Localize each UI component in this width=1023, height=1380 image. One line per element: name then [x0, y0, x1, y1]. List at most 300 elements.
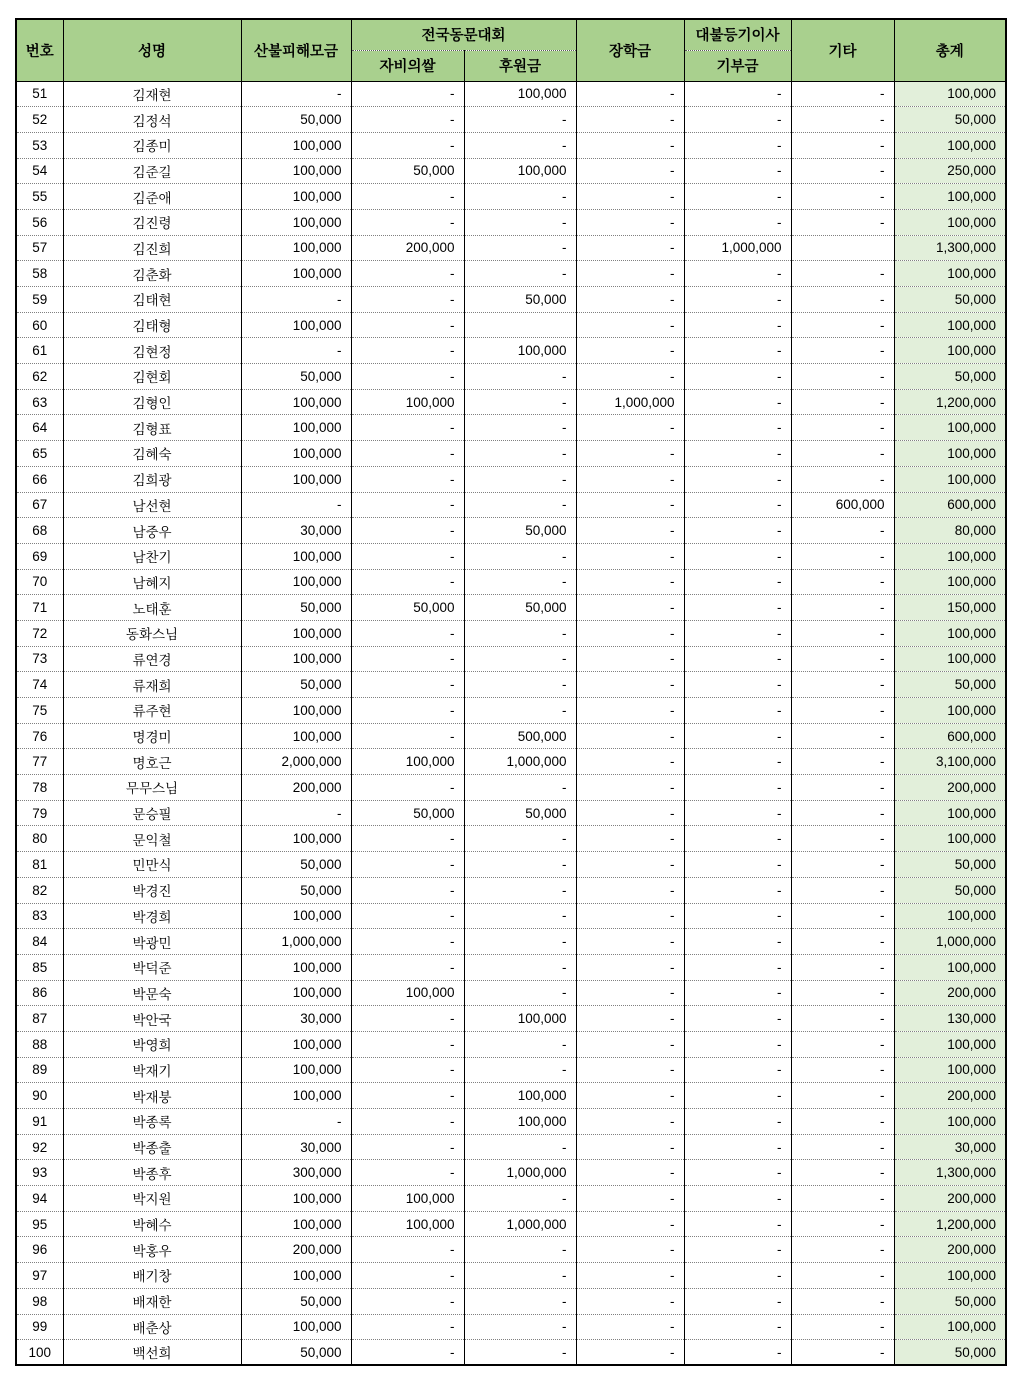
header-national-alumni: 전국동문대회	[351, 19, 576, 50]
cell-support-fund: -	[464, 775, 576, 801]
cell-no: 92	[16, 1134, 63, 1160]
cell-support-fund: 100,000	[464, 81, 576, 107]
cell-rice-of-mercy: -	[351, 81, 464, 107]
cell-total: 100,000	[894, 543, 1006, 569]
cell-donation: -	[684, 415, 791, 441]
table-row	[16, 158, 1006, 184]
cell-no: 57	[16, 235, 63, 261]
cell-name: 남혜지	[63, 569, 241, 595]
cell-name: 박안국	[63, 1006, 241, 1032]
cell-support-fund: -	[464, 364, 576, 390]
cell-etc: -	[791, 723, 894, 749]
cell-scholarship: -	[576, 620, 684, 646]
table-row	[16, 1031, 1006, 1057]
cell-name: 박문숙	[63, 980, 241, 1006]
cell-name: 박종후	[63, 1160, 241, 1186]
cell-etc: -	[791, 672, 894, 698]
cell-fire-fund: 100,000	[241, 132, 351, 158]
cell-total: 50,000	[894, 1288, 1006, 1314]
cell-etc: -	[791, 954, 894, 980]
cell-total: 200,000	[894, 1237, 1006, 1263]
header-scholarship: 장학금	[576, 19, 684, 81]
cell-scholarship: -	[576, 929, 684, 955]
cell-no: 95	[16, 1211, 63, 1237]
cell-support-fund: 50,000	[464, 518, 576, 544]
cell-donation: -	[684, 929, 791, 955]
cell-rice-of-mercy: -	[351, 518, 464, 544]
cell-no: 58	[16, 261, 63, 287]
cell-scholarship: -	[576, 261, 684, 287]
table-row	[16, 1186, 1006, 1212]
cell-scholarship: -	[576, 1057, 684, 1083]
cell-support-fund: 1,000,000	[464, 1211, 576, 1237]
cell-fire-fund: 100,000	[241, 1263, 351, 1289]
cell-etc: -	[791, 415, 894, 441]
cell-scholarship: -	[576, 1109, 684, 1135]
cell-name: 박홍우	[63, 1237, 241, 1263]
cell-support-fund: -	[464, 569, 576, 595]
cell-donation: -	[684, 518, 791, 544]
cell-etc: -	[791, 1109, 894, 1135]
cell-donation: -	[684, 107, 791, 133]
cell-name: 김혜숙	[63, 441, 241, 467]
cell-donation: -	[684, 1237, 791, 1263]
cell-rice-of-mercy: 100,000	[351, 980, 464, 1006]
cell-donation: -	[684, 1134, 791, 1160]
cell-total: 100,000	[894, 1057, 1006, 1083]
header-name: 성명	[63, 19, 241, 81]
cell-rice-of-mercy: -	[351, 107, 464, 133]
cell-rice-of-mercy: -	[351, 364, 464, 390]
table-row	[16, 389, 1006, 415]
table-row	[16, 518, 1006, 544]
cell-no: 73	[16, 646, 63, 672]
cell-no: 68	[16, 518, 63, 544]
cell-support-fund: 1,000,000	[464, 749, 576, 775]
cell-rice-of-mercy: -	[351, 1288, 464, 1314]
cell-no: 74	[16, 672, 63, 698]
cell-support-fund: -	[464, 672, 576, 698]
cell-no: 52	[16, 107, 63, 133]
cell-rice-of-mercy: -	[351, 698, 464, 724]
cell-etc: -	[791, 1314, 894, 1340]
cell-etc: -	[791, 287, 894, 313]
donation-table	[15, 18, 1007, 1366]
table-row	[16, 877, 1006, 903]
cell-scholarship: -	[576, 81, 684, 107]
cell-total: 100,000	[894, 81, 1006, 107]
cell-donation: -	[684, 800, 791, 826]
cell-total: 50,000	[894, 852, 1006, 878]
cell-etc	[791, 235, 894, 261]
cell-donation: -	[684, 620, 791, 646]
table-row	[16, 980, 1006, 1006]
cell-support-fund: 100,000	[464, 338, 576, 364]
table-row	[16, 466, 1006, 492]
cell-no: 100	[16, 1340, 63, 1366]
table-row	[16, 775, 1006, 801]
cell-etc: -	[791, 158, 894, 184]
cell-fire-fund: 100,000	[241, 261, 351, 287]
cell-rice-of-mercy: 100,000	[351, 389, 464, 415]
cell-total: 1,300,000	[894, 235, 1006, 261]
cell-etc: -	[791, 1031, 894, 1057]
header-no: 번호	[16, 19, 63, 81]
cell-total: 50,000	[894, 287, 1006, 313]
table-row	[16, 749, 1006, 775]
cell-total: 200,000	[894, 775, 1006, 801]
cell-support-fund: -	[464, 466, 576, 492]
cell-scholarship: -	[576, 107, 684, 133]
cell-scholarship: -	[576, 1340, 684, 1366]
cell-donation: -	[684, 287, 791, 313]
cell-name: 김형인	[63, 389, 241, 415]
cell-no: 55	[16, 184, 63, 210]
cell-no: 80	[16, 826, 63, 852]
cell-rice-of-mercy: -	[351, 723, 464, 749]
cell-etc: -	[791, 698, 894, 724]
cell-name: 김춘화	[63, 261, 241, 287]
cell-fire-fund: 1,000,000	[241, 929, 351, 955]
cell-etc: -	[791, 646, 894, 672]
cell-donation: -	[684, 980, 791, 1006]
header-rice-of-mercy: 자비의쌀	[351, 50, 464, 81]
cell-rice-of-mercy: -	[351, 1057, 464, 1083]
cell-no: 75	[16, 698, 63, 724]
cell-fire-fund: 100,000	[241, 415, 351, 441]
cell-rice-of-mercy: -	[351, 466, 464, 492]
cell-fire-fund: 50,000	[241, 364, 351, 390]
cell-total: 100,000	[894, 800, 1006, 826]
cell-total: 130,000	[894, 1006, 1006, 1032]
cell-fire-fund: 200,000	[241, 775, 351, 801]
cell-donation: -	[684, 1186, 791, 1212]
cell-support-fund: -	[464, 620, 576, 646]
cell-fire-fund: 100,000	[241, 980, 351, 1006]
cell-scholarship: -	[576, 235, 684, 261]
cell-rice-of-mercy: 50,000	[351, 595, 464, 621]
cell-donation: -	[684, 184, 791, 210]
cell-donation: -	[684, 1160, 791, 1186]
cell-fire-fund: 100,000	[241, 903, 351, 929]
cell-donation: -	[684, 466, 791, 492]
cell-fire-fund: 100,000	[241, 954, 351, 980]
cell-support-fund: 100,000	[464, 158, 576, 184]
cell-donation: -	[684, 595, 791, 621]
cell-donation: -	[684, 646, 791, 672]
cell-fire-fund: 50,000	[241, 672, 351, 698]
table-row	[16, 1057, 1006, 1083]
cell-fire-fund: 50,000	[241, 1340, 351, 1366]
cell-rice-of-mercy: -	[351, 826, 464, 852]
cell-scholarship: -	[576, 723, 684, 749]
cell-total: 100,000	[894, 441, 1006, 467]
cell-etc: -	[791, 775, 894, 801]
cell-scholarship: -	[576, 826, 684, 852]
cell-name: 박재기	[63, 1057, 241, 1083]
cell-total: 3,100,000	[894, 749, 1006, 775]
cell-support-fund: -	[464, 492, 576, 518]
cell-no: 87	[16, 1006, 63, 1032]
cell-no: 69	[16, 543, 63, 569]
cell-rice-of-mercy: -	[351, 877, 464, 903]
cell-donation: -	[684, 543, 791, 569]
cell-rice-of-mercy: -	[351, 852, 464, 878]
cell-support-fund: -	[464, 415, 576, 441]
cell-rice-of-mercy: -	[351, 1006, 464, 1032]
cell-name: 김진령	[63, 209, 241, 235]
cell-fire-fund: 100,000	[241, 1057, 351, 1083]
cell-scholarship: -	[576, 158, 684, 184]
cell-total: 100,000	[894, 1031, 1006, 1057]
cell-no: 98	[16, 1288, 63, 1314]
cell-donation: -	[684, 389, 791, 415]
cell-rice-of-mercy: -	[351, 1160, 464, 1186]
cell-donation: -	[684, 261, 791, 287]
cell-fire-fund: -	[241, 492, 351, 518]
cell-fire-fund: 200,000	[241, 1237, 351, 1263]
cell-fire-fund: 100,000	[241, 1083, 351, 1109]
cell-etc: -	[791, 364, 894, 390]
cell-fire-fund: 50,000	[241, 1288, 351, 1314]
cell-support-fund: -	[464, 1057, 576, 1083]
cell-total: 100,000	[894, 209, 1006, 235]
cell-no: 65	[16, 441, 63, 467]
cell-rice-of-mercy: -	[351, 441, 464, 467]
cell-scholarship: -	[576, 364, 684, 390]
table-row	[16, 1160, 1006, 1186]
cell-scholarship: -	[576, 543, 684, 569]
cell-name: 명호근	[63, 749, 241, 775]
cell-etc: -	[791, 312, 894, 338]
cell-total: 100,000	[894, 646, 1006, 672]
table-row	[16, 1340, 1006, 1366]
cell-rice-of-mercy: -	[351, 312, 464, 338]
cell-scholarship: -	[576, 980, 684, 1006]
cell-no: 67	[16, 492, 63, 518]
cell-total: 50,000	[894, 1340, 1006, 1366]
cell-fire-fund: -	[241, 338, 351, 364]
cell-scholarship: -	[576, 595, 684, 621]
table-row	[16, 132, 1006, 158]
cell-etc: -	[791, 81, 894, 107]
cell-rice-of-mercy: -	[351, 415, 464, 441]
cell-rice-of-mercy: -	[351, 954, 464, 980]
cell-fire-fund: -	[241, 287, 351, 313]
cell-total: 100,000	[894, 1314, 1006, 1340]
cell-etc: -	[791, 569, 894, 595]
cell-scholarship: -	[576, 1186, 684, 1212]
cell-donation: -	[684, 492, 791, 518]
cell-name: 남중우	[63, 518, 241, 544]
cell-support-fund: -	[464, 1288, 576, 1314]
cell-donation: -	[684, 1031, 791, 1057]
cell-name: 류연경	[63, 646, 241, 672]
cell-no: 96	[16, 1237, 63, 1263]
cell-scholarship: -	[576, 672, 684, 698]
cell-total: 100,000	[894, 338, 1006, 364]
cell-no: 64	[16, 415, 63, 441]
cell-name: 배재한	[63, 1288, 241, 1314]
cell-etc: -	[791, 1083, 894, 1109]
cell-scholarship: -	[576, 312, 684, 338]
table-row	[16, 492, 1006, 518]
cell-scholarship: -	[576, 852, 684, 878]
cell-name: 배춘상	[63, 1314, 241, 1340]
header-donation: 기부금	[684, 50, 791, 81]
cell-donation: -	[684, 877, 791, 903]
cell-scholarship: -	[576, 1288, 684, 1314]
cell-no: 77	[16, 749, 63, 775]
cell-support-fund: -	[464, 184, 576, 210]
cell-rice-of-mercy: 100,000	[351, 1186, 464, 1212]
cell-support-fund: -	[464, 1263, 576, 1289]
cell-no: 99	[16, 1314, 63, 1340]
cell-no: 86	[16, 980, 63, 1006]
cell-fire-fund: 100,000	[241, 441, 351, 467]
table-row	[16, 800, 1006, 826]
cell-etc: -	[791, 1340, 894, 1366]
cell-fire-fund: 100,000	[241, 184, 351, 210]
cell-support-fund: -	[464, 1031, 576, 1057]
cell-rice-of-mercy: -	[351, 338, 464, 364]
cell-support-fund: -	[464, 646, 576, 672]
cell-etc: -	[791, 132, 894, 158]
cell-etc: -	[791, 184, 894, 210]
cell-name: 문익철	[63, 826, 241, 852]
cell-total: 30,000	[894, 1134, 1006, 1160]
cell-rice-of-mercy: -	[351, 492, 464, 518]
cell-no: 56	[16, 209, 63, 235]
cell-fire-fund: 100,000	[241, 620, 351, 646]
cell-scholarship: -	[576, 1160, 684, 1186]
cell-name: 무무스님	[63, 775, 241, 801]
cell-name: 박덕준	[63, 954, 241, 980]
table-row	[16, 698, 1006, 724]
cell-donation: -	[684, 132, 791, 158]
cell-fire-fund: 30,000	[241, 1006, 351, 1032]
table-row	[16, 543, 1006, 569]
cell-support-fund: -	[464, 826, 576, 852]
table-row	[16, 1314, 1006, 1340]
cell-support-fund: -	[464, 441, 576, 467]
cell-etc: -	[791, 620, 894, 646]
cell-rice-of-mercy: 50,000	[351, 800, 464, 826]
cell-rice-of-mercy: -	[351, 1237, 464, 1263]
table-row	[16, 1288, 1006, 1314]
table-row	[16, 723, 1006, 749]
cell-etc: -	[791, 441, 894, 467]
cell-etc: -	[791, 1237, 894, 1263]
cell-support-fund: 50,000	[464, 800, 576, 826]
cell-etc: -	[791, 595, 894, 621]
cell-total: 100,000	[894, 415, 1006, 441]
cell-no: 85	[16, 954, 63, 980]
cell-rice-of-mercy: -	[351, 903, 464, 929]
table-row	[16, 184, 1006, 210]
cell-total: 200,000	[894, 1186, 1006, 1212]
header-total: 총계	[894, 19, 1006, 81]
cell-scholarship: -	[576, 877, 684, 903]
cell-name: 김정석	[63, 107, 241, 133]
cell-no: 59	[16, 287, 63, 313]
table-row	[16, 364, 1006, 390]
header-fire-fund: 산불피해모금	[241, 19, 351, 81]
cell-donation: -	[684, 1211, 791, 1237]
cell-etc: -	[791, 800, 894, 826]
cell-fire-fund: 100,000	[241, 158, 351, 184]
cell-fire-fund: 100,000	[241, 389, 351, 415]
cell-rice-of-mercy: -	[351, 1263, 464, 1289]
table-row	[16, 569, 1006, 595]
cell-name: 문승필	[63, 800, 241, 826]
table-row	[16, 852, 1006, 878]
cell-no: 89	[16, 1057, 63, 1083]
table-row	[16, 672, 1006, 698]
cell-fire-fund: 100,000	[241, 209, 351, 235]
cell-total: 100,000	[894, 954, 1006, 980]
cell-rice-of-mercy: -	[351, 1083, 464, 1109]
cell-no: 51	[16, 81, 63, 107]
cell-fire-fund: 100,000	[241, 723, 351, 749]
cell-rice-of-mercy: -	[351, 775, 464, 801]
cell-fire-fund: -	[241, 1109, 351, 1135]
cell-etc: -	[791, 903, 894, 929]
cell-name: 김현정	[63, 338, 241, 364]
cell-fire-fund: 50,000	[241, 852, 351, 878]
cell-fire-fund: 100,000	[241, 1031, 351, 1057]
cell-name: 박광민	[63, 929, 241, 955]
cell-scholarship: -	[576, 466, 684, 492]
cell-fire-fund: 100,000	[241, 543, 351, 569]
cell-fire-fund: 100,000	[241, 826, 351, 852]
table-row	[16, 1083, 1006, 1109]
cell-total: 1,000,000	[894, 929, 1006, 955]
cell-support-fund: -	[464, 1134, 576, 1160]
cell-rice-of-mercy: -	[351, 1314, 464, 1340]
cell-scholarship: -	[576, 1083, 684, 1109]
cell-scholarship: -	[576, 954, 684, 980]
cell-scholarship: -	[576, 518, 684, 544]
cell-total: 100,000	[894, 1263, 1006, 1289]
cell-no: 53	[16, 132, 63, 158]
cell-name: 김준길	[63, 158, 241, 184]
cell-total: 1,300,000	[894, 1160, 1006, 1186]
cell-fire-fund: 30,000	[241, 1134, 351, 1160]
header-support-fund: 후원금	[464, 50, 576, 81]
cell-fire-fund: 100,000	[241, 646, 351, 672]
cell-scholarship: -	[576, 1314, 684, 1340]
cell-fire-fund: 30,000	[241, 518, 351, 544]
cell-name: 류재희	[63, 672, 241, 698]
cell-etc: -	[791, 1186, 894, 1212]
cell-rice-of-mercy: 100,000	[351, 1211, 464, 1237]
table-row	[16, 954, 1006, 980]
cell-etc: -	[791, 1211, 894, 1237]
cell-total: 1,200,000	[894, 1211, 1006, 1237]
cell-scholarship: -	[576, 492, 684, 518]
cell-no: 60	[16, 312, 63, 338]
table-row	[16, 81, 1006, 107]
cell-no: 88	[16, 1031, 63, 1057]
cell-no: 62	[16, 364, 63, 390]
cell-rice-of-mercy: -	[351, 569, 464, 595]
cell-scholarship: -	[576, 1237, 684, 1263]
cell-name: 남찬기	[63, 543, 241, 569]
cell-support-fund: -	[464, 1237, 576, 1263]
cell-fire-fund: 2,000,000	[241, 749, 351, 775]
cell-etc: -	[791, 980, 894, 1006]
